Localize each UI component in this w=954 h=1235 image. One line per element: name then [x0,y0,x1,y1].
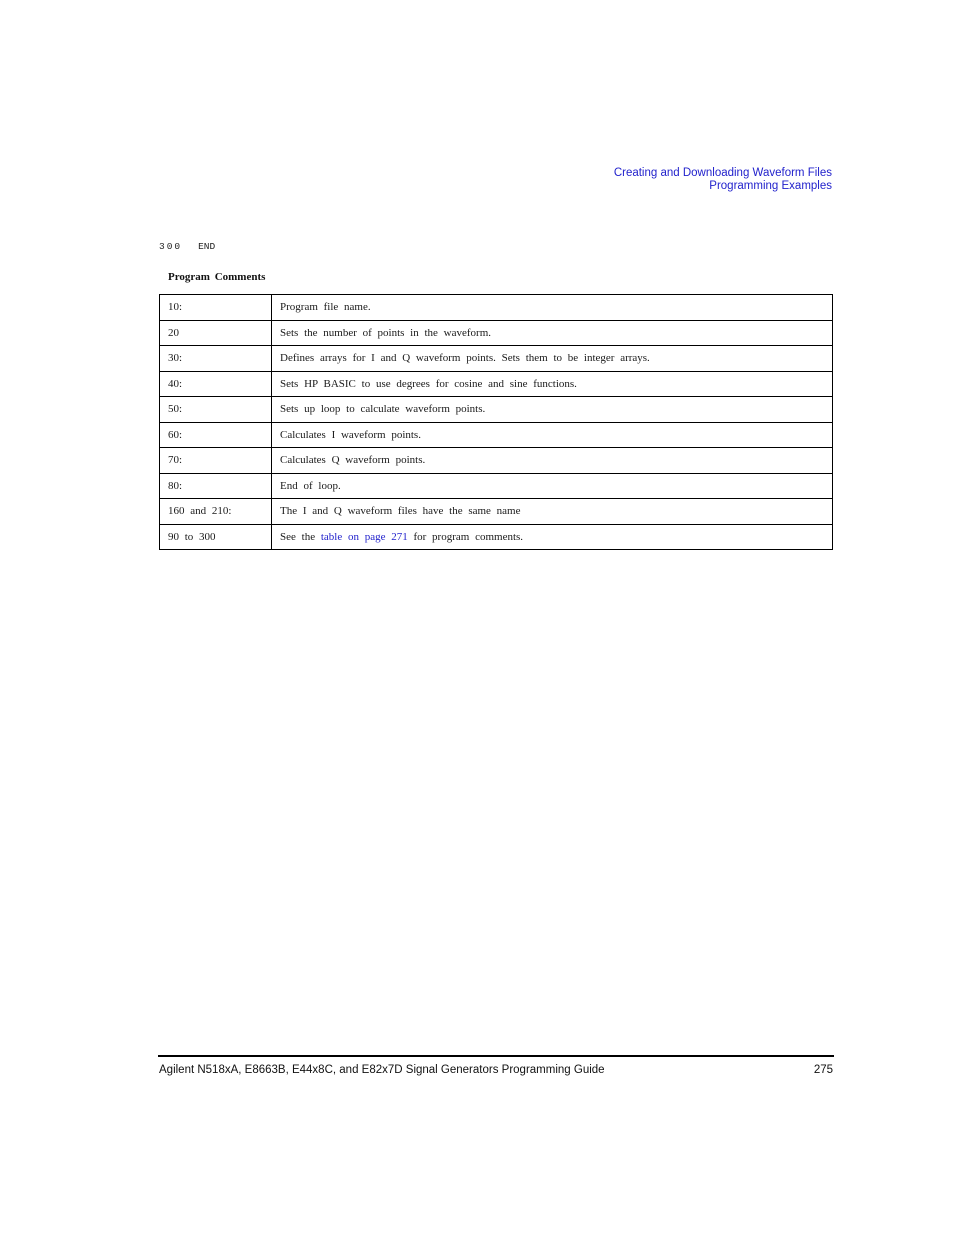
footer-rule [158,1055,834,1057]
comment-cell: Defines arrays for I and Q waveform points. Sets them to be integer arrays. [272,346,833,372]
comment-cell: Sets up loop to calculate waveform points. [272,397,833,423]
program-comments-table [159,294,833,550]
comment-cell: End of loop. [272,473,833,499]
page-number: 275 [813,1064,833,1076]
comment-text-after: for program comments. [413,530,524,543]
comment-cell: Sets the number of points in the waveform. [272,320,833,346]
line-cell: 60: [160,422,272,448]
table-row [160,397,833,423]
table-page-link[interactable]: table on page 271 [320,530,408,543]
line-cell: 70: [160,448,272,474]
comment-text-before: See the [280,530,316,543]
table-row [160,473,833,499]
line-cell: 90 to 300 [160,524,272,550]
footer [159,1064,833,1076]
code-line [159,241,215,252]
code-line-number: 300 [159,241,183,252]
line-cell: 20 [160,320,272,346]
table-row [160,320,833,346]
comment-cell: The I and Q waveform files have the same name [272,499,833,525]
code-statement: END [198,241,216,252]
table-row [160,371,833,397]
comment-cell [272,524,833,550]
section-title: Program Comments [168,271,266,283]
table-row [160,524,833,550]
comment-cell: Calculates I waveform points. [272,422,833,448]
section-link[interactable]: Programming Examples [709,179,832,192]
table-row [160,295,833,321]
table-row [160,499,833,525]
running-header [614,167,832,192]
line-cell: 30: [160,346,272,372]
comment-cell: Program file name. [272,295,833,321]
table-row [160,346,833,372]
line-cell: 50: [160,397,272,423]
table-row [160,422,833,448]
line-cell: 80: [160,473,272,499]
line-cell: 10: [160,295,272,321]
chapter-link[interactable]: Creating and Downloading Waveform Files [613,167,832,179]
footer-title: Agilent N518xA, E8663B, E44x8C, and E82x7D Signal Generators Programming Guide [159,1064,605,1076]
comment-cell: Calculates Q waveform points. [272,448,833,474]
line-cell: 160 and 210: [160,499,272,525]
line-cell: 40: [160,371,272,397]
table-row [160,448,833,474]
comment-cell: Sets HP BASIC to use degrees for cosine and sine functions. [272,371,833,397]
